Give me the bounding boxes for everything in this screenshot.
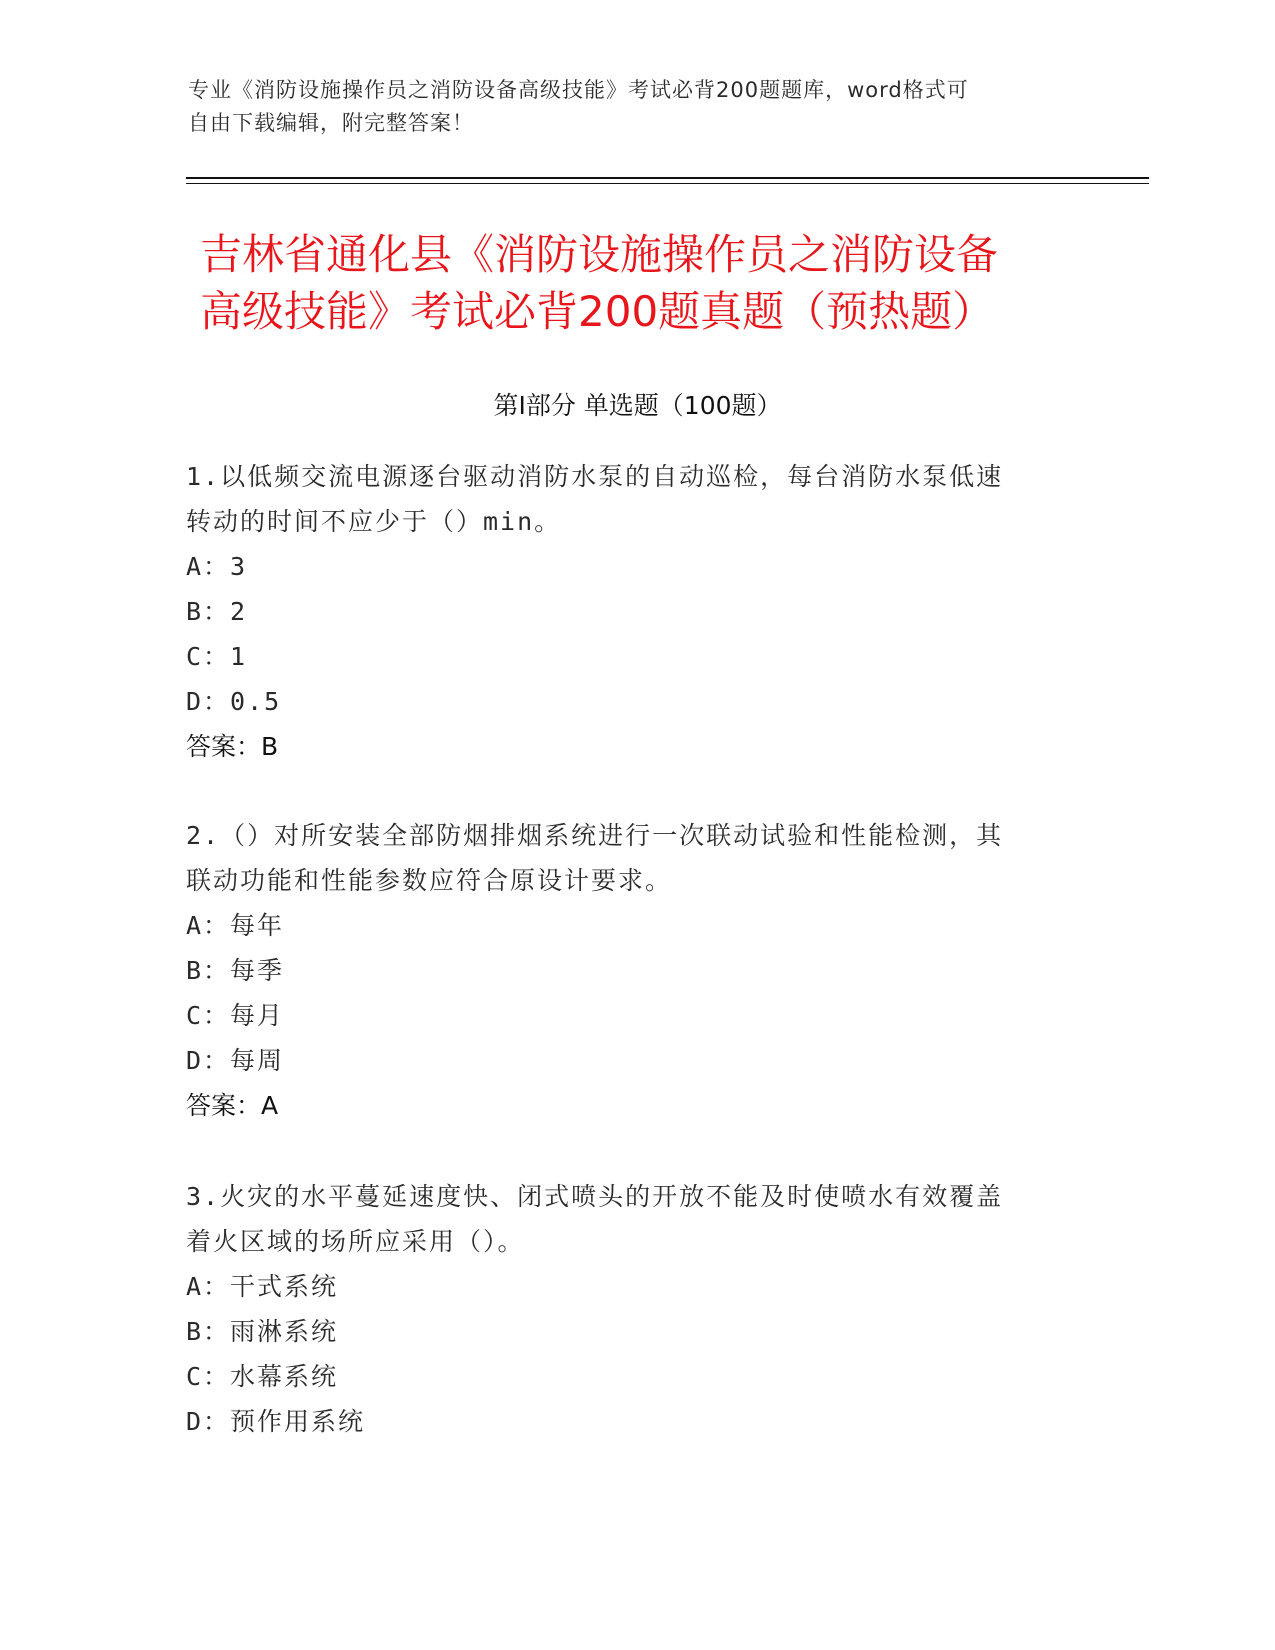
section-title: 第Ⅰ部分 单选题（100题） bbox=[493, 391, 782, 420]
question-stem bbox=[186, 454, 1066, 544]
document-title bbox=[200, 226, 1100, 340]
option-c: C：每月 bbox=[186, 1001, 285, 1030]
header-note-line-1: 专业《消防设施操作员之消防设备高级技能》考试必背200题题库，word格式可 bbox=[188, 78, 969, 102]
option-d: D：0.5 bbox=[186, 687, 282, 716]
answer: 答案：B bbox=[186, 732, 279, 761]
option-a: A：3 bbox=[186, 552, 248, 581]
option-d: D：预作用系统 bbox=[186, 1407, 366, 1436]
question-stem-line-1: 2.（）对所安装全部防烟排烟系统进行一次联动试验和性能检测，其 bbox=[186, 821, 1004, 850]
option-b: B：每季 bbox=[186, 956, 285, 985]
header-divider-thin bbox=[186, 183, 1149, 184]
question-stem-line-1: 3.火灾的水平蔓延速度快、闭式喷头的开放不能及时使喷水有效覆盖 bbox=[186, 1182, 1004, 1211]
option-c: C：水幕系统 bbox=[186, 1362, 339, 1391]
question-stem-line-2: 着火区域的场所应采用（）。 bbox=[186, 1227, 525, 1256]
header-note bbox=[188, 74, 1088, 140]
answer: 答案：A bbox=[186, 1091, 279, 1120]
document-title-line-1: 吉林省通化县《消防设施操作员之消防设备 bbox=[200, 230, 999, 279]
question-stem-line-2: 转动的时间不应少于（）min。 bbox=[186, 507, 562, 536]
option-d: D：每周 bbox=[186, 1046, 285, 1075]
question-2 bbox=[186, 813, 1066, 1128]
header-divider-thick bbox=[186, 177, 1149, 179]
question-3 bbox=[186, 1174, 1066, 1444]
question-stem bbox=[186, 1174, 1066, 1264]
document-title-line-2: 高级技能》考试必背200题真题（预热题） bbox=[200, 287, 995, 336]
option-a: A：干式系统 bbox=[186, 1272, 339, 1301]
option-a: A：每年 bbox=[186, 911, 285, 940]
question-stem-line-1: 1.以低频交流电源逐台驱动消防水泵的自动巡检，每台消防水泵低速 bbox=[186, 462, 1004, 491]
option-b: B：雨淋系统 bbox=[186, 1317, 339, 1346]
header-note-line-2: 自由下载编辑，附完整答案！ bbox=[188, 111, 474, 135]
question-1 bbox=[186, 454, 1066, 769]
question-stem-line-2: 联动功能和性能参数应符合原设计要求。 bbox=[186, 866, 673, 895]
question-stem bbox=[186, 813, 1066, 903]
option-b: B：2 bbox=[186, 597, 248, 626]
option-c: C：1 bbox=[186, 642, 248, 671]
